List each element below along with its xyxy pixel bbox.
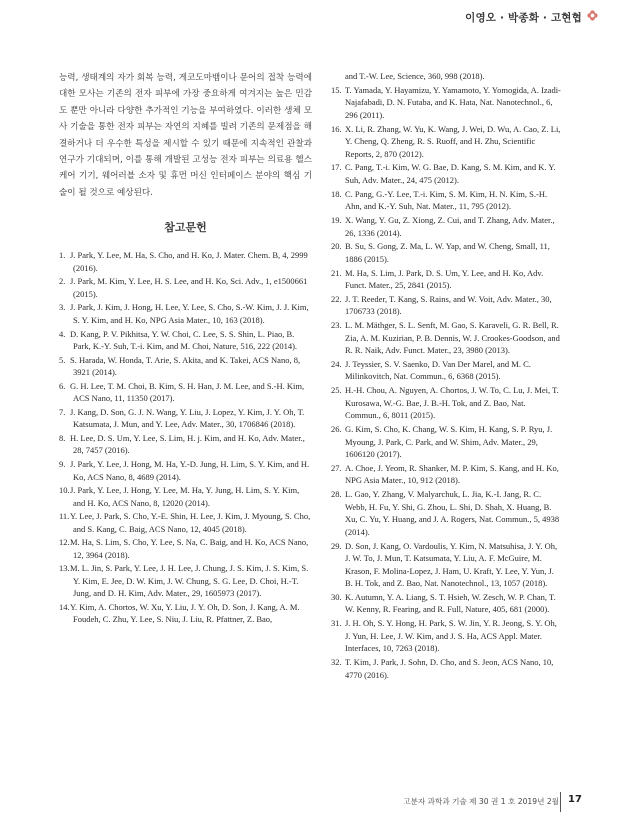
reference-list-right [331,70,563,681]
reference-number: 7. [59,406,66,417]
reference-text: D. Son, J. Kang, O. Vardoulis, Y. Kim, N. Matsuhisa, J. Y. Oh, J. W. To, J. Mun, T. Katsumata, Y. Liu, A. F. McGuire, M. Krason, F. Molina-Lopez, J. Ham, U. Kraft, Y. Lee, Y. Yun, J. B. H. Tok, and Z. Bao, Nat. Nanotechnol., 13, 1057 (2018). [345,540,558,589]
reference-number: 1. [59,250,66,261]
page-header [0,0,622,40]
reference-number: 27. [331,462,342,473]
reference-number: 23. [331,320,342,331]
reference-number: 21. [331,267,342,278]
reference-text: L. M. Mäthger, S. L. Senft, M. Gao, S. Karaveli, G. R. Bell, R. Zia, A. M. Kuzirian, P. B. Dennis, W. J. Crookes-Goodson, and R. R. Naik, Adv. Funct. Mater., 23, 3980 (2013). [345,320,560,356]
reference-text: G. H. Lee, T. M. Choi, B. Kim, S. H. Han, J. M. Lee, and S.-H. Kim, ACS Nano, 11, 11350 (2017). [70,380,305,404]
reference-text: T. Yamada, Y. Hayamizu, Y. Yamamoto, Y. Yomogida, A. Izadi-Najafabadi, D. N. Futaba, and K. Hata, Nat. Nanotechnol., 6, 296 (2011). [345,84,561,120]
page-footer [0,790,622,820]
reference-number: 18. [331,188,342,199]
reference-text: M. Ha, S. Lim, J. Park, D. S. Um, Y. Lee, and H. Ko, Adv. Funct. Mater., 25, 2841 (2015). [345,267,544,291]
reference-item [331,188,563,213]
reference-item [59,536,312,561]
body-paragraph: 능력, 생태계의 자가 회복 능력, 게코도마뱀이나 문어의 접착 능력에 대한 모사는 기존의 전자 피부에 가장 중요하게 여겨지는 높은 민감도 뿐만 아니라 다양한 추가적인 기능을 부여하였다. 이러한 생체 모사 기술을 통한 전자 피부는 자연의 지혜를 빌려 기존의 문제점을 해결하거나 더 우수한 특성을 제시할 수 있기 때문에 지속적인 관찰과 연구가 기대되며, 이를 통해 개발된 고성능 전자 피부는 의료용 헬스케어 기기, 웨어러블 소자 및 휴먼 머신 인터페이스 분야의 핵심 기술이 될 것으로 예상된다. [59,73,312,198]
reference-text: B. Su, S. Gong, Z. Ma, L. W. Yap, and W. Cheng, Small, 11, 1886 (2015). [345,241,550,264]
reference-number: 15. [331,84,342,95]
reference-text: J. Park, Y. Lee, J. Hong, Y. Lee, M. Ha, Y. Jung, H. Lim, S. Y. Kim, and H. Ko, ACS Nano, 8, 12020 (2014). [70,485,300,508]
reference-item [331,319,563,357]
reference-number: 12. [59,537,70,548]
page-number: 17 [568,794,582,805]
reference-item [59,380,312,405]
reference-number: 25. [331,385,342,396]
reference-item [59,601,312,626]
reference-text: H.-H. Chou, A. Nguyen, A. Chortos, J. W. To, C. Lu, J. Mei, T. Kurosawa, W.-G. Bae, J. B.-H. Tok, and Z. Bao, Nat. Commun., 6, 8011 (2015). [345,385,559,421]
reference-item [331,84,563,122]
reference-number: 22. [331,293,342,304]
reference-number: 26. [331,424,342,435]
reference-item [331,540,563,590]
reference-number: 3. [59,302,66,313]
reference-text: K. Autumn, Y. A. Liang, S. T. Hsieh, W. Zesch, W. P. Chan, T. W. Kenny, R. Fearing, and R. Full, Nature, 405, 681 (2000). [345,591,556,615]
reference-text: M. L. Jin, S. Park, Y. Lee, J. H. Lee, J. Chung, J. S. Kim, J. S. Kim, S. Y. Kim, E. Jee, D. W. Kim, J. W. Chung, S. G. Lee, D. Choi, H.-T. Jung, and D. H. Kim, Adv. Mater., 29, 1605973 (2017). [70,563,309,599]
reference-item [59,406,312,431]
header-authors: 이영오 · 박종화 · 고현협 [465,12,582,24]
reference-number: 31. [331,618,342,629]
reference-item [59,432,312,457]
reference-number: 28. [331,489,342,500]
reference-text: Y. Lee, J. Park, S. Cho, Y.-E. Shin, H. Lee, J. Kim, J. Myoung, S. Cho, and S. Kang, C. Baig, ACS Nano, 12, 4045 (2018). [70,511,311,534]
footer-divider [560,792,561,812]
flower-icon [587,10,598,21]
reference-text: J. Park, Y. Lee, J. Hong, M. Ha, Y.-D. Jung, H. Lim, S. Y. Kim, and H. Ko, ACS Nano, 8, 4689 (2014). [70,459,310,482]
reference-text: T. Kim, J. Park, J. Sohn, D. Cho, and S. Jeon, ACS Nano, 10, 4770 (2016). [345,656,554,680]
reference-number: 32. [331,656,342,667]
reference-item [59,328,312,353]
reference-number: 9. [59,459,66,469]
reference-number: 6. [59,380,66,391]
reference-item [331,384,563,422]
reference-text: J. Park, Y. Lee, M. Ha, S. Cho, and H. Ko, J. Mater. Chem. B, 4, 2999 (2016). [70,250,308,273]
journal-info: 고분자 과학과 기술 제 30 권 1 호 2019년 2월 [403,797,559,806]
reference-number: 24. [331,358,342,369]
reference-number: 29. [331,540,342,551]
reference-text: D. Kang, P. V. Pikhitsa, Y. W. Choi, C. Lee, S. S. Shin, L. Piao, B. Park, K.-Y. Suh, T.-i. Kim, and M. Choi, Nature, 516, 222 (2014). [70,328,298,352]
reference-item [59,275,312,300]
reference-number: 14. [59,601,70,612]
reference-text: Y. Kim, A. Chortos, W. Xu, Y. Liu, J. Y. Oh, D. Son, J. Kang, A. M. Foudeh, C. Zhu, Y. Lee, S. Niu, J. Liu, R. Pfattner, Z. Bao, [70,601,300,625]
reference-number: 17. [331,162,342,173]
reference-text: C. Pang, G.-Y. Lee, T.-i. Kim, S. M. Kim, H. N. Kim, S.-H. Ahn, and K.-Y. Suh, Nat. Mater., 11, 795 (2012). [345,188,548,212]
reference-text: and T.-W. Lee, Science, 360, 998 (2018). [345,71,485,81]
reference-number: 4. [59,328,66,339]
reference-item [59,458,312,483]
reference-number: 11. [59,511,70,522]
reference-item [59,301,312,326]
right-column [331,70,563,682]
reference-number: 2. [59,276,66,287]
reference-item [331,358,563,383]
reference-text: G. Kim, S. Cho, K. Chang, W. S. Kim, H. Kang, S. P. Ryu, J. Myoung, J. Park, C. Park, and W. Shim, Adv. Mater., 29, 1606120 (2017). [345,424,553,460]
reference-text: J. T. Reeder, T. Kang, S. Rains, and W. Voit, Adv. Mater., 30, 1706733 (2018). [345,293,552,317]
reference-text: L. Gao, Y. Zhang, V. Malyarchuk, L. Jia, K.-I. Jang, R. C. Webb, H. Fu, Y. Shi, G. Zhou, L. Shi, D. Shah, X. Huang, B. Xu, C. Yu, Y. Huang, and J. A. Rogers, Nat. Commun., 5, 4938 (2014). [345,489,560,537]
reference-text: H. Lee, D. S. Um, Y. Lee, S. Lim, H. j. Kim, and H. Ko, Adv. Mater., 28, 7457 (2016). [70,432,305,456]
reference-text: A. Choe, J. Yeom, R. Shanker, M. P. Kim, S. Kang, and H. Ko, NPG Asia Mater., 10, 912 (2018). [345,462,559,486]
reference-text: C. Pang, T.-i. Kim, W. G. Bae, D. Kang, S. M. Kim, and K. Y. Suh, Adv. Mater., 24, 475 (2012). [345,162,556,185]
reference-number: 19. [331,214,342,225]
reference-item [331,423,563,461]
left-column [59,70,312,627]
reference-text: S. Harada, W. Honda, T. Arie, S. Akita, and K. Takei, ACS Nano, 8, 3921 (2014). [70,354,301,378]
reference-item [59,510,312,535]
reference-item [331,591,563,616]
reference-item [331,617,563,655]
reference-text: J. Park, J. Kim, J. Hong, H. Lee, Y. Lee, S. Cho, S.-W. Kim, J. J. Kim, S. Y. Kim, and H. Ko, NPG Asia Mater., 10, 163 (2018). [70,302,309,325]
reference-item [331,214,563,239]
reference-item [331,123,563,161]
reference-item [59,484,312,509]
reference-text: J. Teyssier, S. V. Saenko, D. Van Der Marel, and M. C. Milinkovitch, Nat. Commun., 6, 6368 (2015). [345,358,531,382]
reference-text: X. Li, R. Zhang, W. Yu, K. Wang, J. Wei, D. Wu, A. Cao, Z. Li, Y. Cheng, Q. Zheng, R. S. Ruoff, and H. Zhu, Scientific Reports, 2, 870 (2012). [345,123,561,159]
reference-list-left [59,249,312,626]
reference-item [59,249,312,274]
reference-item [59,354,312,379]
reference-item [331,70,563,83]
reference-item [331,161,563,186]
reference-item [331,267,563,292]
reference-number: 8. [59,432,66,443]
reference-item [331,656,563,681]
reference-number: 5. [59,354,66,365]
reference-text: M. Ha, S. Lim, S. Cho, Y. Lee, S. Na, C. Baig, and H. Ko, ACS Nano, 12, 3964 (2018). [70,537,309,560]
reference-item [331,240,563,265]
reference-item [331,462,563,487]
reference-text: J. H. Oh, S. Y. Hong, H. Park, S. W. Jin, Y. R. Jeong, S. Y. Oh, J. Yun, H. Lee, J. W. Kim, and J. S. Ha, ACS Appl. Mater. Interfaces, 10, 7263 (2018). [345,618,557,654]
reference-text: J. Kang, D. Son, G. J. N. Wang, Y. Liu, J. Lopez, Y. Kim, J. Y. Oh, T. Katsumata, J. Mun, and Y. Lee, Adv. Mater., 30, 1706846 (2018). [70,406,305,430]
reference-text: X. Wang, Y. Gu, Z. Xiong, Z. Cui, and T. Zhang, Adv. Mater., 26, 1336 (2014). [345,214,555,238]
references-heading: 참고문헌 [164,221,207,235]
reference-item [59,562,312,600]
reference-number: 30. [331,591,342,602]
reference-number: 16. [331,123,342,134]
reference-text: J. Park, M. Kim, Y. Lee, H. S. Lee, and H. Ko, Sci. Adv., 1, e1500661 (2015). [70,276,308,299]
reference-number: 10. [59,485,70,496]
reference-number: 20. [331,241,342,252]
reference-item [331,293,563,318]
reference-number: 13. [59,563,70,574]
reference-item [331,488,563,538]
